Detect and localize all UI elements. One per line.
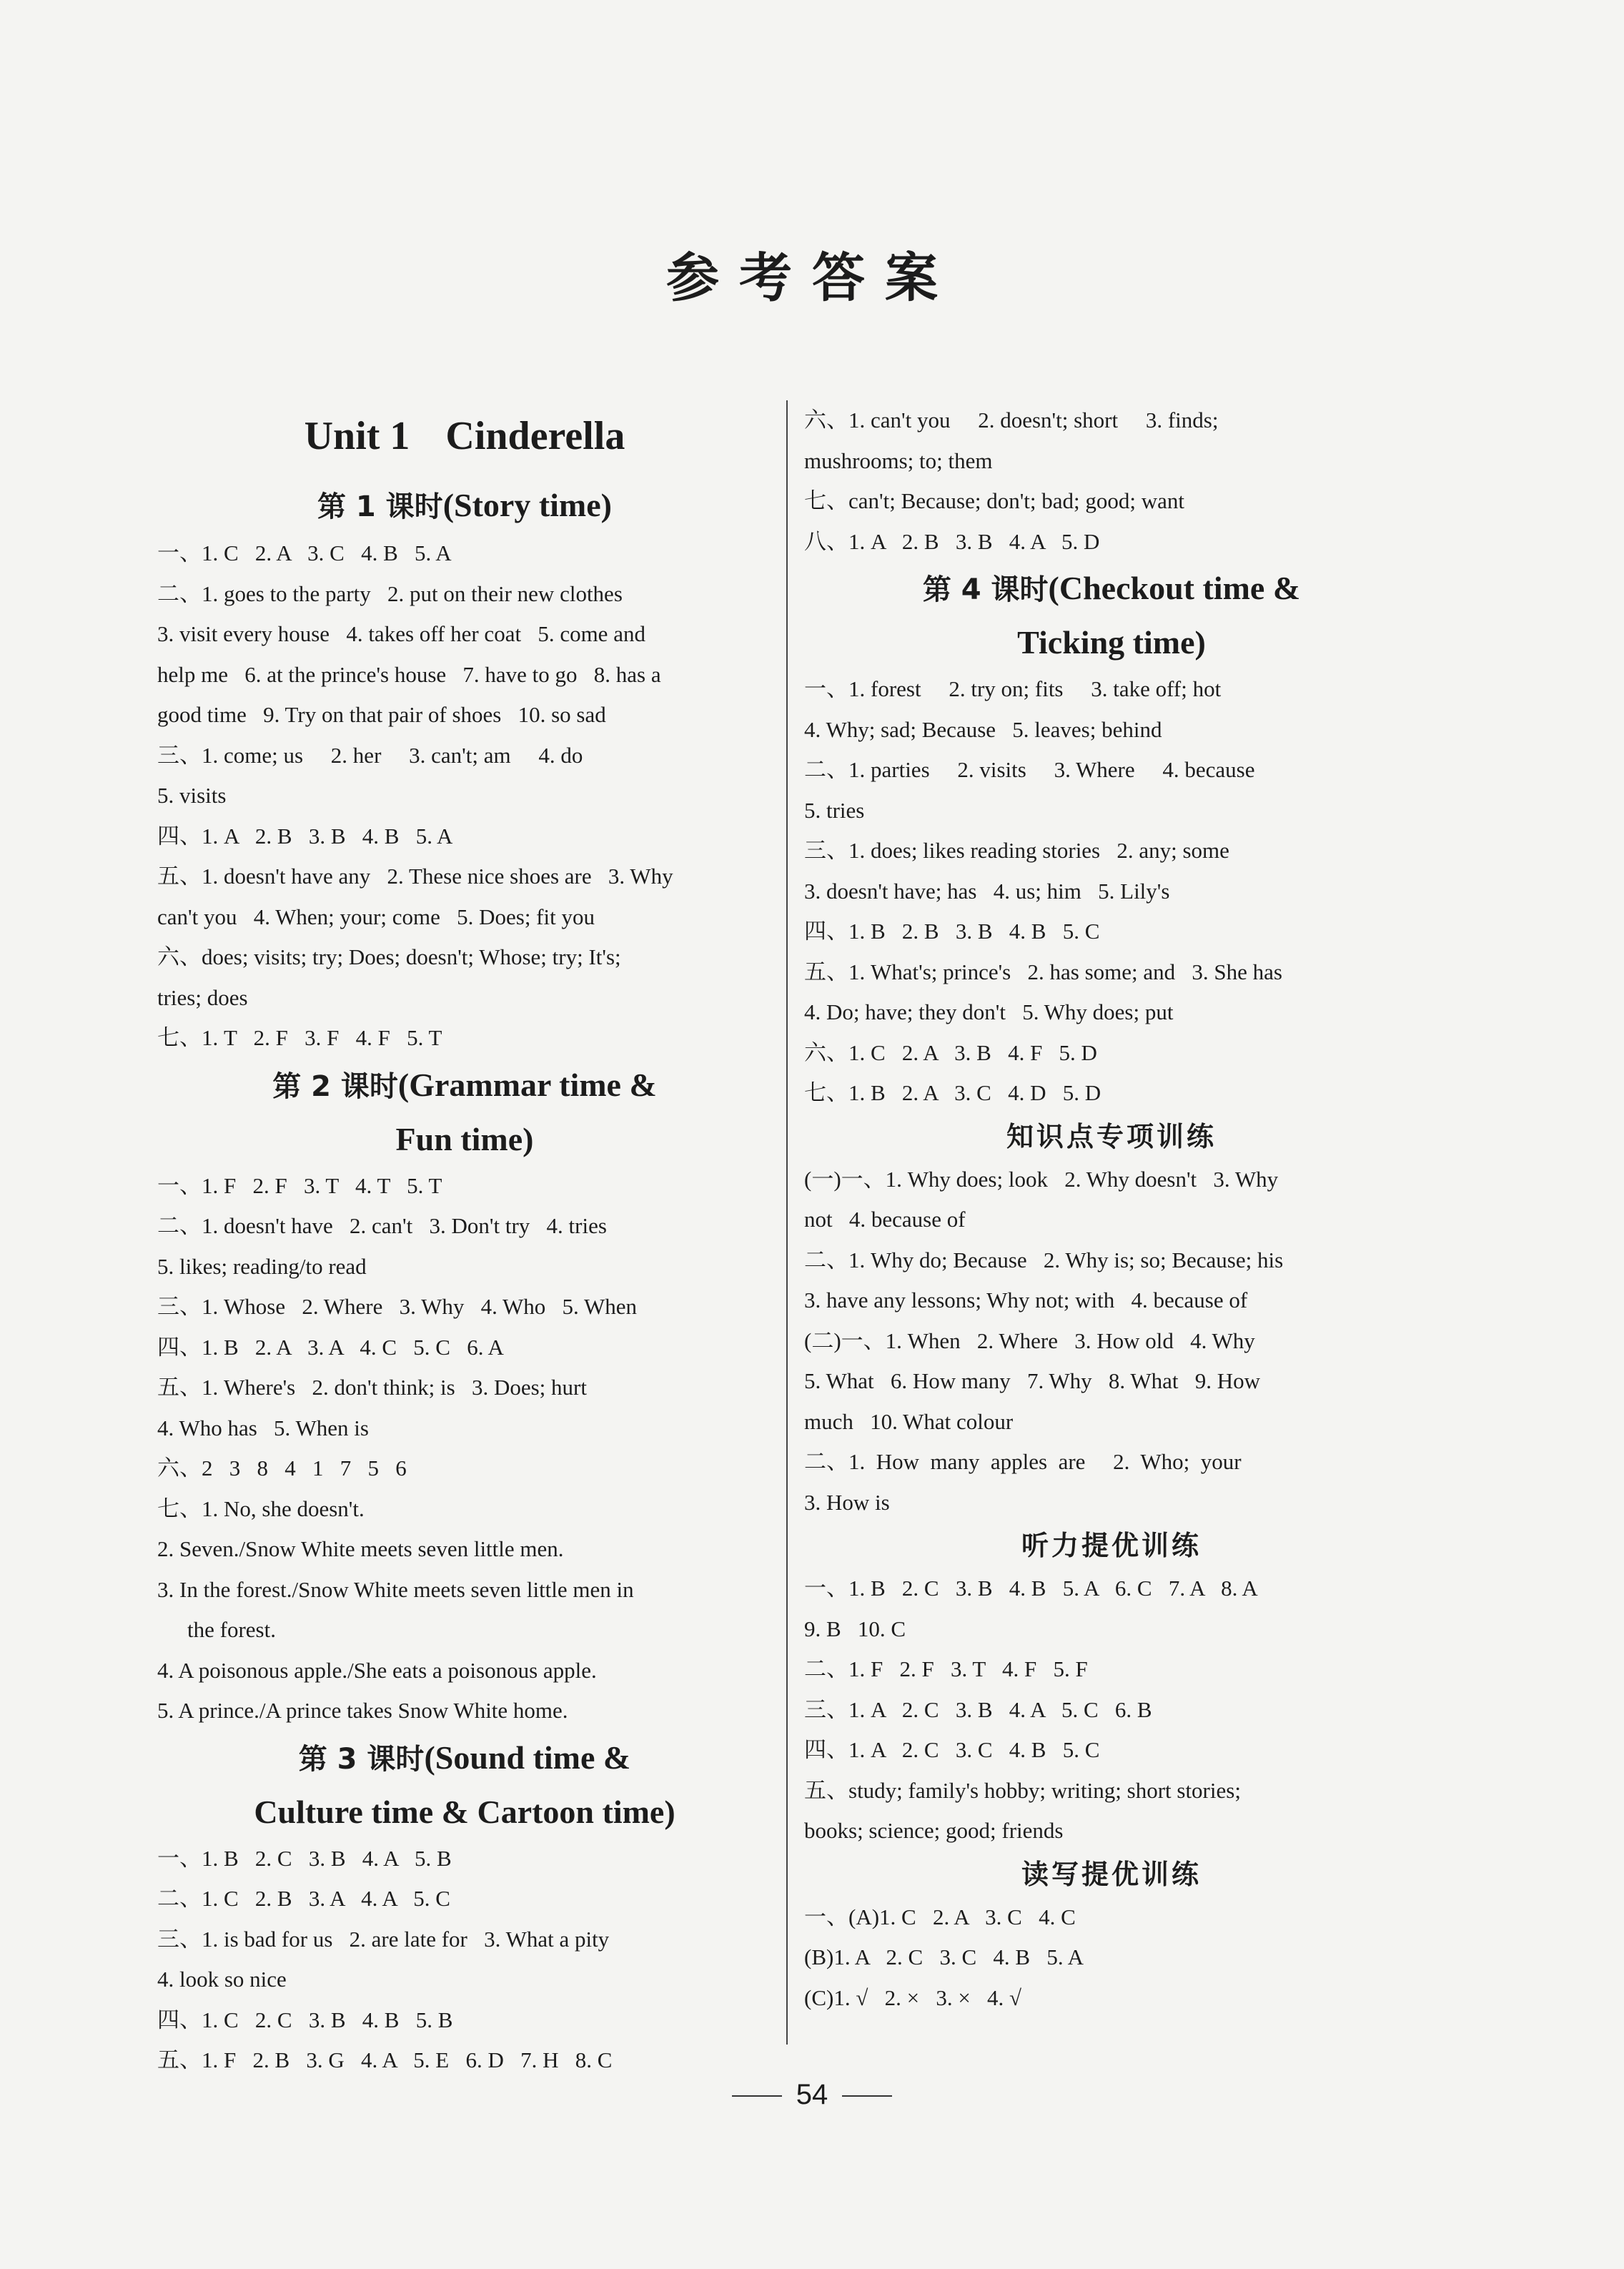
unit-title (157, 407, 772, 465)
answer-line: 四、1. A 2. C 3. C 4. B 5. C (804, 1737, 1100, 1762)
answer-line: (C)1. √ 2. × 3. × 4. √ (804, 1984, 1022, 2010)
answer-line: 4. Who has 5. When is (157, 1415, 369, 1440)
answer-line: not 4. because of (804, 1207, 966, 1232)
answer-line: the forest. (187, 1617, 276, 1642)
answer-line: 二、1. How many apples are 2. Who; your (804, 1449, 1242, 1474)
lesson-4-heading-cn: 第 4 课时 (922, 573, 1049, 606)
answer-line: 4. look so nice (157, 1967, 287, 1992)
answer-line: 2. Seven./Snow White meets seven little men. (157, 1536, 564, 1561)
answer-line: 一、1. B 2. C 3. B 4. B 5. A 6. C 7. A 8. A (804, 1576, 1258, 1601)
answer-line: 一、1. F 2. F 3. T 4. T 5. T (157, 1172, 442, 1198)
listening-training-answers (804, 1568, 1419, 1852)
answer-line: 二、1. parties 2. visits 3. Where 4. because (804, 757, 1255, 782)
answer-line: can't you 4. When; your; come 5. Does; fit you (157, 904, 595, 929)
answer-line: 3. In the forest./Snow White meets seven little men in (157, 1576, 634, 1602)
knowledge-training-answers (804, 1160, 1419, 1523)
answer-line: 5. visits (157, 783, 227, 808)
page-title: 参考答案 (666, 247, 958, 309)
answer-line: (B)1. A 2. C 3. C 4. B 5. A (804, 1944, 1084, 1969)
answer-line: 六、1. can't you 2. doesn't; short 3. finds; (804, 407, 1219, 432)
reading-writing-training-heading: 读写提优训练 (1021, 1858, 1202, 1890)
answer-line: 一、1. B 2. C 3. B 4. A 5. B (157, 1845, 452, 1871)
lesson-1-heading (157, 479, 772, 533)
lesson-4-heading-en-1: (Checkout time & (1048, 570, 1301, 606)
lesson-4-answers (804, 669, 1419, 1114)
answer-line: 五、1. doesn't have any 2. These nice shoes are 3. Why (157, 864, 673, 889)
answer-line: 5. tries (804, 797, 865, 823)
unit-number: Unit 1 (304, 414, 410, 458)
lesson-3-heading-en-2: Culture time & Cartoon time) (254, 1793, 675, 1830)
lesson-4-heading (804, 562, 1419, 669)
answer-line: 五、1. What's; prince's 2. has some; and 3. She has (804, 959, 1282, 984)
answer-line: 3. have any lessons; Why not; with 4. because of (804, 1287, 1248, 1313)
answer-line: 4. A poisonous apple./She eats a poisonous apple. (157, 1657, 597, 1683)
lesson-3-heading (157, 1731, 772, 1839)
answer-line: 二、1. goes to the party 2. put on their new clothes (157, 580, 623, 606)
answer-line: 六、2 3 8 4 1 7 5 6 (157, 1455, 407, 1480)
answer-line: 六、does; visits; try; Does; doesn't; Whose; try; It's; (157, 944, 621, 969)
answer-line: 4. Do; have; they don't 5. Why does; put (804, 999, 1174, 1024)
answer-line: 一、1. C 2. A 3. C 4. B 5. A (157, 540, 452, 565)
answer-line: 三、1. is bad for us 2. are late for 3. What a pity (157, 1926, 610, 1952)
answer-line: 5. What 6. How many 7. Why 8. What 9. How (804, 1368, 1261, 1393)
answer-line: tries; does (157, 984, 248, 1010)
unit-name: Cinderella (445, 414, 625, 458)
answer-line: 四、1. C 2. C 3. B 4. B 5. B (157, 2007, 453, 2032)
page-number-value: 54 (796, 2079, 828, 2110)
answer-line: 一、1. forest 2. try on; fits 3. take off; hot (804, 676, 1222, 701)
answer-line: 二、1. C 2. B 3. A 4. A 5. C (157, 1886, 450, 1911)
answer-line: 一、(A)1. C 2. A 3. C 4. C (804, 1904, 1076, 1929)
answer-line: 八、1. A 2. B 3. B 4. A 5. D (804, 528, 1100, 554)
answer-line: 4. Why; sad; Because 5. leaves; behind (804, 716, 1162, 742)
answer-line: 3. visit every house 4. takes off her coat 5. come and (157, 621, 645, 646)
answer-line: (一)一、1. Why does; look 2. Why doesn't 3. Why (804, 1166, 1279, 1192)
answer-line: 三、1. Whose 2. Where 3. Why 4. Who 5. When (157, 1294, 637, 1319)
left-column (157, 400, 772, 2081)
answer-line: 五、study; family's hobby; writing; short stories; (804, 1777, 1241, 1803)
lesson-2-heading-cn: 第 2 课时 (272, 1069, 398, 1103)
lesson-1-heading-cn: 第 1 课时 (317, 490, 443, 523)
answer-line: 四、1. B 2. B 3. B 4. B 5. C (804, 919, 1100, 944)
answer-line: much 10. What colour (804, 1408, 1014, 1434)
answer-line: 三、1. come; us 2. her 3. can't; am 4. do (157, 742, 583, 768)
listening-training-heading: 听力提优训练 (1021, 1530, 1202, 1561)
lesson-3-answers (157, 1839, 772, 2081)
answer-line: 三、1. does; likes reading stories 2. any; some (804, 838, 1229, 863)
answer-line: 3. doesn't have; has 4. us; him 5. Lily's (804, 878, 1170, 904)
lesson-2-heading-en-2: Fun time) (395, 1120, 534, 1157)
answer-line: books; science; good; friends (804, 1818, 1064, 1843)
lesson-2-heading (157, 1059, 772, 1166)
right-column (804, 400, 1419, 2018)
knowledge-training-heading: 知识点专项训练 (1006, 1120, 1217, 1152)
answer-line: 四、1. B 2. A 3. A 4. C 5. C 6. A (157, 1334, 504, 1360)
answer-line: 七、1. T 2. F 3. F 4. F 5. T (157, 1025, 442, 1050)
answer-line: mushrooms; to; them (804, 448, 993, 473)
reading-writing-training-answers (804, 1897, 1419, 2019)
answer-line: 五、1. F 2. B 3. G 4. A 5. E 6. D 7. H 8. C (157, 2047, 613, 2072)
answer-line: 二、1. Why do; Because 2. Why is; so; Because; his (804, 1247, 1284, 1272)
page-number-dash-left (732, 2095, 782, 2097)
lesson-2-heading-en-1: (Grammar time & (397, 1066, 657, 1103)
answer-line: 3. How is (804, 1489, 890, 1515)
answer-line: help me 6. at the prince's house 7. have to go 8. has a (157, 661, 661, 687)
page-number-dash-right (842, 2095, 892, 2097)
answer-line: good time 9. Try on that pair of shoes 10. so sad (157, 702, 606, 727)
lesson-2-answers (157, 1166, 772, 1731)
answer-line: 七、1. B 2. A 3. C 4. D 5. D (804, 1080, 1101, 1105)
answer-line: (二)一、1. When 2. Where 3. How old 4. Why (804, 1328, 1255, 1353)
answer-line: 5. A prince./A prince takes Snow White home. (157, 1698, 568, 1723)
answer-line: 七、1. No, she doesn't. (157, 1496, 365, 1521)
page-number (0, 2079, 1624, 2111)
answer-line: 四、1. A 2. B 3. B 4. B 5. A (157, 823, 453, 849)
answer-line: 9. B 10. C (804, 1616, 906, 1641)
answer-line: 二、1. doesn't have 2. can't 3. Don't try 4. tries (157, 1213, 607, 1238)
answer-line: 五、1. Where's 2. don't think; is 3. Does; hurt (157, 1375, 587, 1400)
lesson-3-heading-cn: 第 3 课时 (298, 1742, 425, 1776)
answer-line: 二、1. F 2. F 3. T 4. F 5. F (804, 1656, 1088, 1681)
answer-line: 七、can't; Because; don't; bad; good; want (804, 488, 1185, 513)
answer-line: 三、1. A 2. C 3. B 4. A 5. C 6. B (804, 1696, 1152, 1722)
lesson-1-answers (157, 533, 772, 1059)
lesson-4-heading-en-2: Ticking time) (1017, 624, 1206, 661)
lesson-1-heading-en: (Story time) (442, 487, 612, 523)
answer-line: 5. likes; reading/to read (157, 1253, 367, 1279)
answer-line: 六、1. C 2. A 3. B 4. F 5. D (804, 1039, 1097, 1065)
lesson-3-heading-en-1: (Sound time & (424, 1739, 631, 1776)
column-divider (786, 400, 788, 2045)
lesson-3-answers-continued (804, 400, 1419, 562)
